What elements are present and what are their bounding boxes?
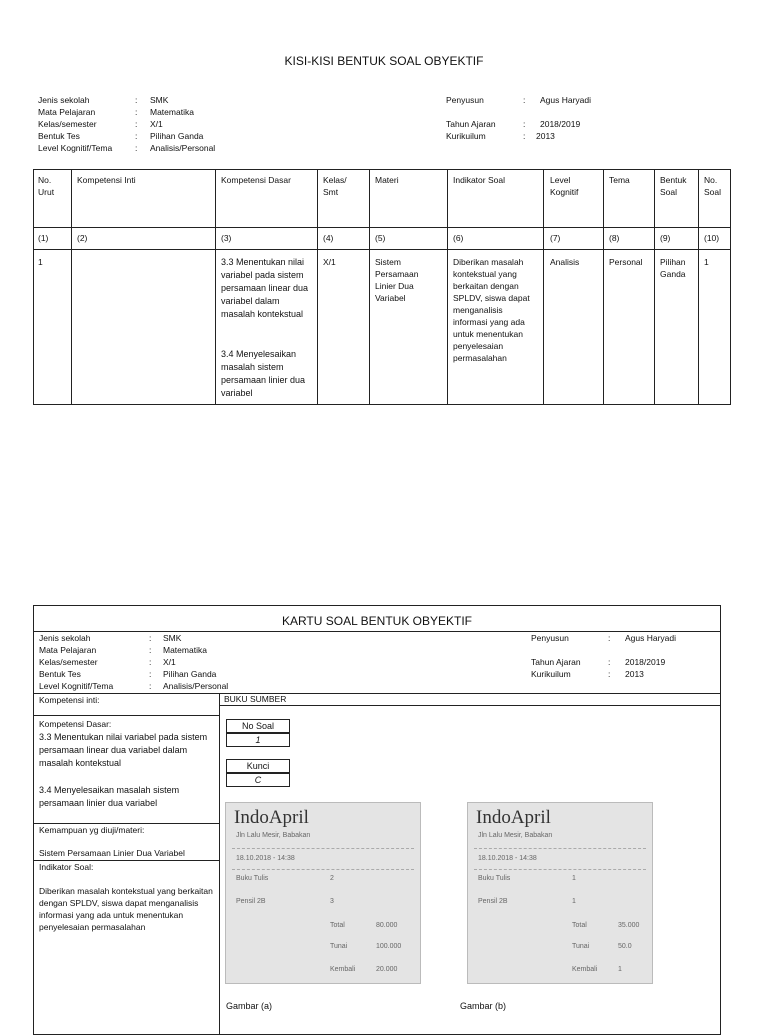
receipt-qty: 1	[572, 875, 576, 882]
info-label: Kurikuilum	[531, 669, 571, 679]
col-number: (10)	[704, 233, 720, 243]
info-label: Penyusun	[446, 95, 484, 105]
header-kompetensi-inti: Kompetensi Inti	[77, 175, 136, 185]
info-label: Penyusun	[531, 633, 569, 643]
kartu-kd-label: Kompetensi Dasar:	[39, 719, 112, 729]
kisi-table	[33, 169, 731, 405]
row-kd-2: 3.4 Menyelesaikan masalah sistem persamaan linier dua variabel	[221, 349, 306, 398]
receipt-address: Jln Lalu Mesir, Babakan	[478, 832, 553, 839]
header-kompetensi-dasar: Kompetensi Dasar	[221, 175, 291, 185]
info-label: Tahun Ajaran	[446, 119, 496, 129]
header-bentuk: Bentuk Soal	[660, 175, 687, 197]
info-label: Jenis sekolah	[39, 633, 91, 643]
row-kelas: X/1	[323, 257, 336, 267]
info-colon: :	[149, 681, 152, 691]
header-no-soal: No. Soal	[704, 175, 722, 197]
info-colon: :	[608, 657, 611, 667]
no-soal-label: No Soal	[226, 719, 290, 733]
col-number: (9)	[660, 233, 671, 243]
info-label: Bentuk Tes	[38, 131, 80, 141]
col-number: (3)	[221, 233, 232, 243]
info-colon: :	[135, 131, 138, 141]
receipt-image-a	[225, 802, 421, 984]
receipt-date: 18.10.2018 - 14:38	[236, 855, 295, 862]
info-value: Pilihan Ganda	[150, 131, 204, 141]
row-indikator: Diberikan masalah kontekstual yang berkaitan dengan SPLDV, siswa dapat menganalisis informasi yang ada untuk menentukan penyelesaian permasalahan	[453, 257, 530, 363]
info-colon: :	[523, 119, 526, 129]
receipt-qty: 2	[330, 875, 334, 882]
info-value: Pilihan Ganda	[163, 669, 217, 679]
receipt-brand: IndoApril	[234, 807, 309, 828]
receipt-item: Buku Tulis	[478, 875, 511, 882]
receipt-qty: 1	[572, 898, 576, 905]
col-number: (6)	[453, 233, 464, 243]
info-colon: :	[608, 633, 611, 643]
receipt-tunai-label: Tunai	[330, 943, 348, 950]
info-value: Matematika	[150, 107, 194, 117]
receipt-tunai-label: Tunai	[572, 943, 590, 950]
no-soal-value: 1	[226, 733, 290, 747]
receipt-total-label: Total	[572, 922, 587, 929]
info-label: Kelas/semester	[38, 119, 97, 129]
info-label: Mata Pelajaran	[39, 645, 97, 655]
kisi-title: KISI-KISI BENTUK SOAL OBYEKTIF	[284, 54, 484, 68]
info-label: Kelas/semester	[39, 657, 98, 667]
receipt-item: Buku Tulis	[236, 875, 269, 882]
header-level: Level Kognitif	[550, 175, 579, 197]
receipt-total-value: 80.000	[376, 922, 398, 929]
row-no-soal: 1	[704, 257, 709, 267]
gambar-b-caption: Gambar (b)	[460, 1001, 507, 1011]
kartu-kd-1: 3.3 Menentukan nilai variabel pada sistem persamaan linear dua variabel dalam masalah kontekstual	[39, 732, 208, 768]
header-tema: Tema	[609, 175, 630, 185]
receipt-qty: 3	[330, 898, 334, 905]
info-value: SMK	[163, 633, 182, 643]
header-kelas-smt: Kelas/ Smt	[323, 175, 347, 197]
receipt-total-value: 35.000	[618, 922, 640, 929]
info-colon: :	[149, 669, 152, 679]
receipt-kembali-label: Kembali	[330, 966, 356, 973]
row-kd-1: 3.3 Menentukan nilai variabel pada sistem persamaan linear dua variabel dalam masalah kontekstual	[221, 257, 309, 319]
receipt-tunai-value: 100.000	[376, 943, 402, 950]
info-label: Level Kognitif/Tema	[39, 681, 114, 691]
col-number: (7)	[550, 233, 561, 243]
info-label: Tahun Ajaran	[531, 657, 581, 667]
kartu-ki-label: Kompetensi inti:	[39, 695, 100, 705]
kartu-indikator-label: Indikator Soal:	[39, 862, 94, 872]
info-label: Jenis sekolah	[38, 95, 90, 105]
info-colon: :	[135, 143, 138, 153]
col-number: (2)	[77, 233, 88, 243]
receipt-address: Jln Lalu Mesir, Babakan	[236, 832, 311, 839]
info-value: 2013	[536, 131, 555, 141]
info-value: SMK	[150, 95, 169, 105]
kartu-kemampuan-label: Kemampuan yg diuji/materi:	[39, 825, 145, 835]
receipt-brand: IndoApril	[476, 807, 551, 828]
receipt-kembali-value: 1	[618, 966, 622, 973]
col-number: (1)	[38, 233, 49, 243]
receipt-item: Pensil 2B	[478, 898, 508, 905]
kartu-title: KARTU SOAL BENTUK OBYEKTIF	[281, 614, 473, 628]
info-colon: :	[523, 131, 526, 141]
info-value: 2018/2019	[540, 119, 581, 129]
receipt-total-label: Total	[330, 922, 345, 929]
info-colon: :	[608, 669, 611, 679]
kunci-label: Kunci	[226, 759, 290, 773]
kunci-value: C	[226, 773, 290, 787]
col-number: (8)	[609, 233, 620, 243]
info-colon: :	[135, 107, 138, 117]
header-indikator: Indikator Soal	[453, 175, 505, 185]
info-value: Matematika	[163, 645, 207, 655]
info-value: X/1	[163, 657, 176, 667]
info-colon: :	[135, 119, 138, 129]
col-number: (5)	[375, 233, 386, 243]
info-colon: :	[135, 95, 138, 105]
info-label: Level Kognitif/Tema	[38, 143, 113, 153]
header-no-urut: No. Urut	[38, 175, 55, 197]
gambar-a-caption: Gambar (a)	[226, 1001, 273, 1011]
info-value: Analisis/Personal	[150, 143, 216, 153]
info-value: 2018/2019	[625, 657, 666, 667]
row-no: 1	[38, 257, 43, 267]
receipt-date: 18.10.2018 - 14:38	[478, 855, 537, 862]
info-value: Agus Haryadi	[625, 633, 677, 643]
kartu-kd-2: 3.4 Menyelesaikan masalah sistem persamaan linier dua variabel	[39, 785, 180, 808]
info-value: Analisis/Personal	[163, 681, 229, 691]
info-colon: :	[149, 633, 152, 643]
receipt-kembali-value: 20.000	[376, 966, 398, 973]
kartu-kemampuan-value: Sistem Persamaan Linier Dua Variabel	[39, 848, 185, 858]
receipt-kembali-label: Kembali	[572, 966, 598, 973]
info-label: Kurikuilum	[446, 131, 486, 141]
row-bentuk: Pilihan Ganda	[660, 257, 686, 279]
row-tema: Personal	[609, 257, 643, 267]
info-colon: :	[149, 645, 152, 655]
info-label: Mata Pelajaran	[38, 107, 96, 117]
info-colon: :	[149, 657, 152, 667]
info-value: Agus Haryadi	[540, 95, 592, 105]
col-number: (4)	[323, 233, 334, 243]
row-materi: Sistem Persamaan Linier Dua Variabel	[375, 257, 419, 303]
receipt-image-b	[467, 802, 653, 984]
info-label: Bentuk Tes	[39, 669, 81, 679]
info-value: X/1	[150, 119, 163, 129]
header-materi: Materi	[375, 175, 399, 185]
info-colon: :	[523, 95, 526, 105]
kartu-soal	[33, 605, 721, 1035]
kartu-buku-sumber: BUKU SUMBER	[224, 694, 287, 704]
receipt-tunai-value: 50.0	[618, 943, 632, 950]
info-value: 2013	[625, 669, 644, 679]
kartu-indikator-value: Diberikan masalah kontekstual yang berkaitan dengan SPLDV, siswa dapat menganalisis informasi yang ada untuk menentukan penyelesaian permasalahan	[39, 886, 213, 932]
receipt-item: Pensil 2B	[236, 898, 266, 905]
row-level: Analisis	[550, 257, 580, 267]
